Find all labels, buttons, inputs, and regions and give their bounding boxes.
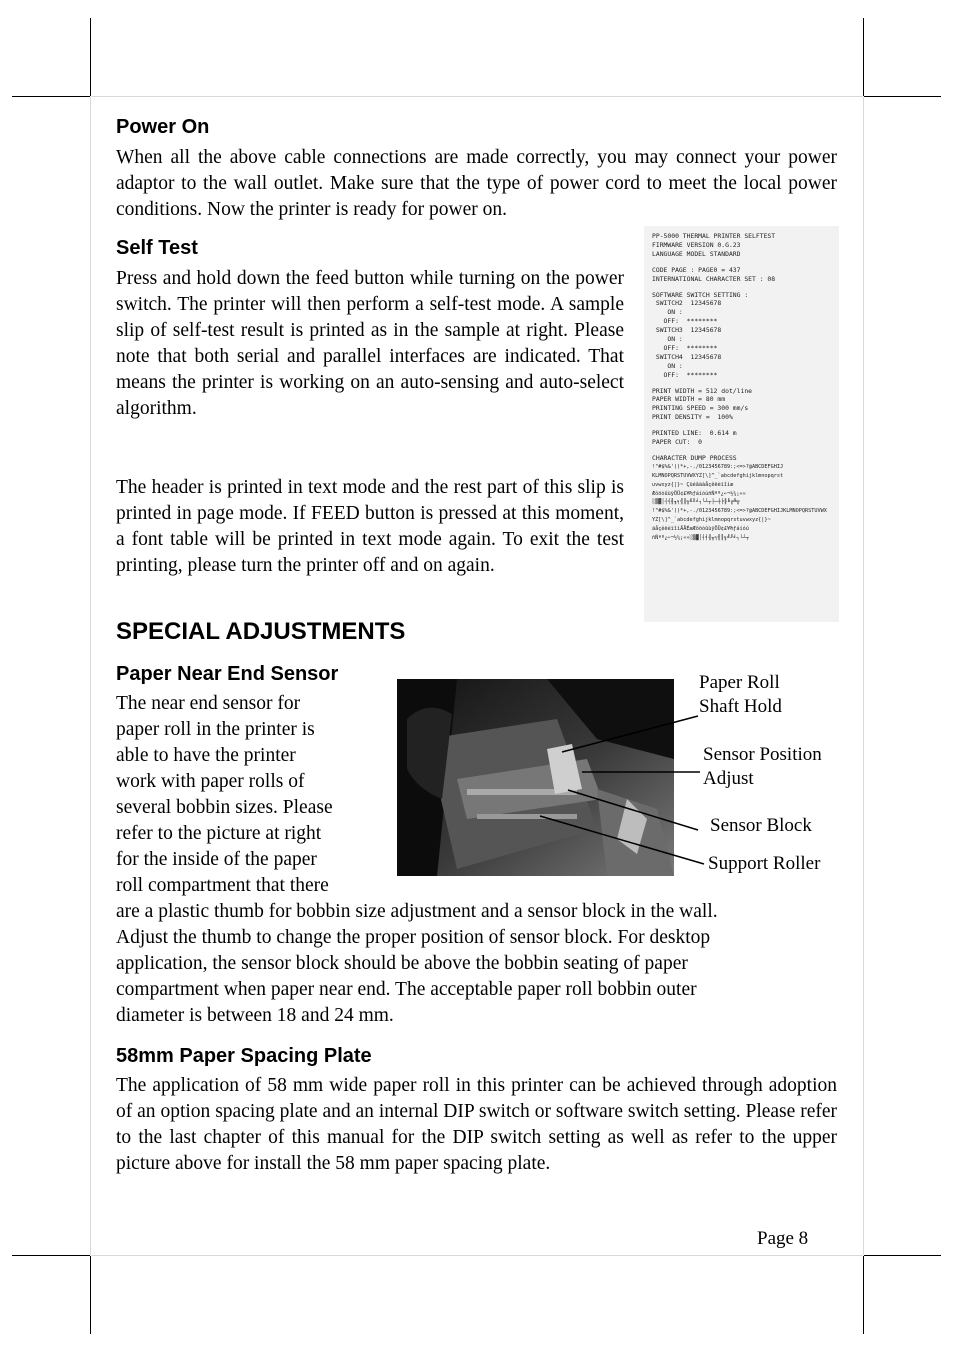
- special-adjustments-heading: SPECIAL ADJUSTMENTS: [116, 618, 406, 645]
- slip-line: ░▒▓│┤╡╢╖╕╣║╗╝╜╛┐└┴┬├─┼╞╟╚╔╩╦: [652, 499, 740, 506]
- page-number: Page 8: [757, 1228, 809, 1249]
- slip-line: PAPER CUT: 0: [652, 438, 703, 446]
- slip-line: äåçêëèïîìÄÅÉæÆôöòûùÿÖÜ¢£¥₧ƒáíóú: [652, 526, 749, 533]
- self-test-heading: Self Test: [116, 237, 198, 259]
- callout-support-roller: Support Roller: [708, 853, 821, 874]
- slip-line: ñÑªº¿⌐¬½¼¡«»░▒▓│┤╡╢╖╕╣║╗╝╜╛┐└┴┬: [652, 535, 749, 541]
- text-line: are a plastic thumb for bobbin size adjustment and a sensor block in the wall.: [116, 901, 718, 922]
- callout-shaft-hold-line2: Shaft Hold: [699, 696, 782, 717]
- spacing-plate-heading: 58mm Paper Spacing Plate: [116, 1045, 372, 1067]
- spacing-plate-body: The application of 58 mm wide paper roll in this printer can be achieved through adoption of an option spacing plate and an internal DIP switch or software switch setting. Please refer to the last chapter of this manual for the DIP switch setting as well as refer to the upper picture above for install the 58 mm paper spacing plate.: [116, 1075, 837, 1174]
- slip-line: SWITCH4 12345678: [652, 352, 722, 361]
- slip-line: INTERNATIONAL CHARACTER SET : 08: [652, 274, 776, 283]
- slip-line: PP-5000 THERMAL PRINTER SELFTEST: [652, 232, 776, 240]
- slip-line: CHARACTER DUMP PROCESS: [652, 453, 737, 462]
- text-line: work with paper rolls of: [116, 771, 305, 792]
- callout-sensor-position-line1: Sensor Position: [703, 744, 822, 765]
- slip-line: SWITCH2 12345678: [652, 299, 722, 308]
- slip-line: PRINT DENSITY = 100%: [652, 413, 733, 422]
- slip-line: PRINTING SPEED = 300 mm/s: [652, 404, 749, 413]
- text-line: several bobbin sizes. Please: [116, 797, 333, 818]
- slip-line: CODE PAGE : PAGE0 = 437: [652, 265, 741, 274]
- text-line: Adjust the thumb to change the proper position of sensor block. For desktop: [116, 927, 711, 948]
- slip-line: PRINT WIDTH = 512 dot/line: [652, 386, 753, 395]
- slip-line: SOFTWARE SWITCH SETTING :: [652, 290, 749, 299]
- slip-line: FIRMWARE VERSION 0.G.23: [652, 240, 741, 249]
- slip-line: !"#$%&'()*+,-./0123456789:;<=>?@ABCDEFGHIJKLMNOPQRSTUVWX: [652, 508, 827, 515]
- text-line: application, the sensor block should be above the bobbin seating of paper: [116, 953, 688, 974]
- text-line: able to have the printer: [116, 745, 296, 766]
- slip-line: ÆôöòûùÿÖÜ¢£¥₧ƒáíóúñÑªº¿⌐¬½¼¡«»: [652, 490, 746, 497]
- text-line: roll compartment that there: [116, 875, 329, 896]
- text-line: paper roll in the printer is: [116, 719, 315, 740]
- callout-paper-roll-line1: Paper Roll: [699, 672, 780, 693]
- slip-line: LANGUAGE MODEL STANDARD: [652, 249, 741, 258]
- slip-line: OFF: ********: [652, 317, 718, 326]
- slip-line: ON :: [652, 361, 683, 370]
- callout-adjust-line2: Adjust: [703, 768, 754, 789]
- power-on-heading: Power On: [116, 116, 210, 138]
- text-line: diameter is between 18 and 24 mm.: [116, 1005, 394, 1026]
- slip-line: YZ[\]^_`abcdefghijklmnopqrstuvwxyz{|}~: [652, 517, 771, 524]
- paper-near-end-heading: Paper Near End Sensor: [116, 663, 339, 685]
- slip-line: OFF: ********: [652, 370, 718, 379]
- slip-line: KLMNOPQRSTUVWXYZ[\]^_`abcdefghijklmnopqrst: [652, 472, 784, 479]
- self-test-paragraph-1: Press and hold down the feed button while turning on the power switch. The printer will then perform a self-test mode. A sample slip of self-test result is printed as in the sample at right. Please note that both serial and parallel interfaces are indicated. That means the printer is working on an auto-sensing and auto-select algorithm.: [116, 268, 624, 419]
- power-on-body: When all the above cable connections are made correctly, you may connect your power adaptor to the wall outlet. Make sure that the type of power cord to meet the local power conditions. Now the printer is ready for power on.: [116, 147, 837, 220]
- slip-line: ON :: [652, 308, 683, 317]
- callout-sensor-block: Sensor Block: [710, 815, 812, 836]
- slip-line: PAPER WIDTH = 80 mm: [652, 395, 726, 404]
- slip-line: !"#$%&'()*+,-./0123456789:;<=>?@ABCDEFGHIJ: [652, 463, 784, 470]
- text-line: refer to the picture at right: [116, 823, 322, 844]
- text-line: The near end sensor for: [116, 693, 301, 714]
- self-test-paragraph-2: The header is printed in text mode and the rest part of this slip is printed in page mode. If FEED button is pressed at this moment, a font table will be printed in text mode again. To exit the test printing, please turn the printer off and on again.: [116, 477, 624, 576]
- slip-line: PRINTED LINE: 0.614 m: [652, 429, 737, 438]
- slip-line: uvwxyz{|}~ Çüéâäàåçêëèïîìæ: [652, 481, 734, 488]
- text-line: for the inside of the paper: [116, 849, 317, 870]
- slip-line: OFF: ********: [652, 343, 718, 352]
- slip-line: ON :: [652, 335, 683, 343]
- slip-line: SWITCH3 12345678: [652, 326, 722, 335]
- text-line: compartment when paper near end. The acceptable paper roll bobbin outer: [116, 979, 697, 1000]
